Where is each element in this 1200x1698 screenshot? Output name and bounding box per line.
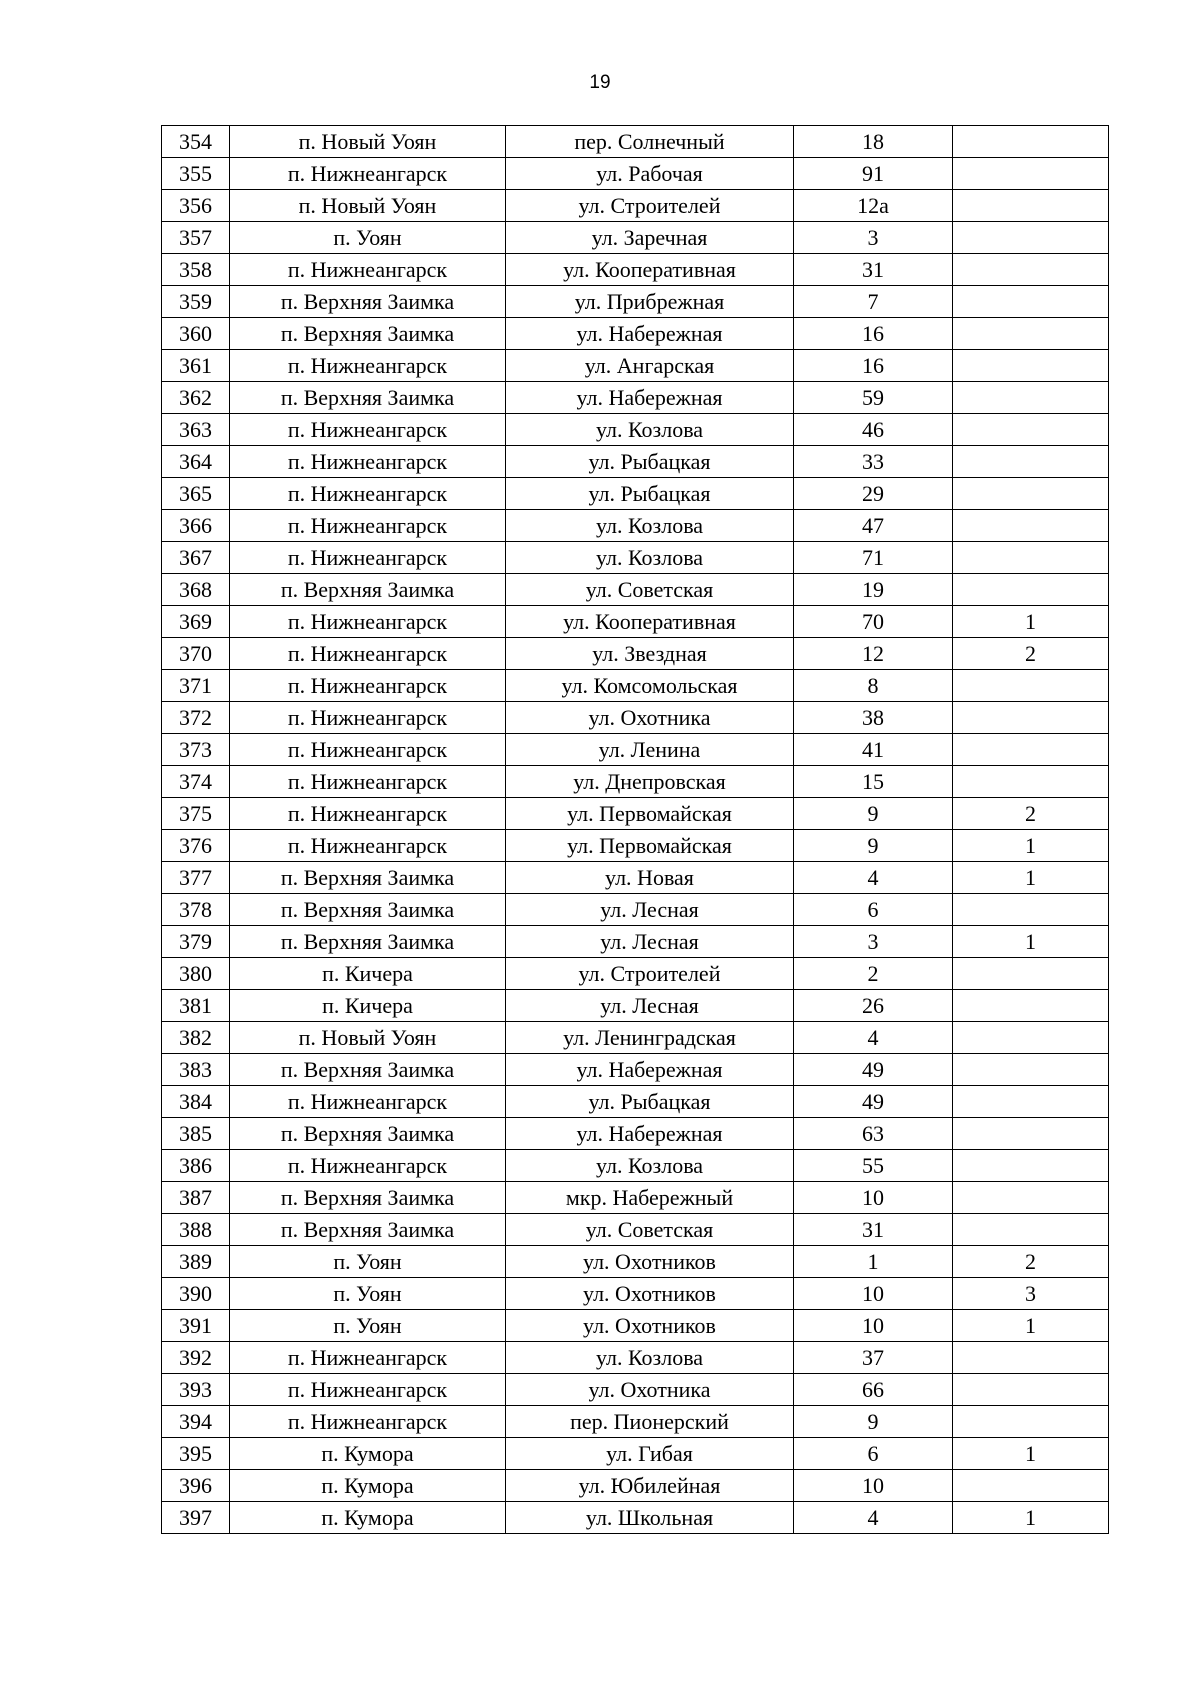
row-number-cell: 383 <box>162 1054 230 1086</box>
table-row <box>162 350 1109 382</box>
row-number-cell: 393 <box>162 1374 230 1406</box>
house-number-cell: 31 <box>794 1214 953 1246</box>
street-cell: ул. Комсомольская <box>506 670 794 702</box>
street-cell: мкр. Набережный <box>506 1182 794 1214</box>
settlement-cell: п. Новый Уоян <box>230 190 506 222</box>
street-cell: ул. Советская <box>506 1214 794 1246</box>
house-number-cell: 10 <box>794 1310 953 1342</box>
extra-number-cell <box>953 286 1109 318</box>
settlement-cell: п. Уоян <box>230 1278 506 1310</box>
house-number-cell: 59 <box>794 382 953 414</box>
row-number-cell: 387 <box>162 1182 230 1214</box>
extra-number-cell <box>953 894 1109 926</box>
house-number-cell: 4 <box>794 1022 953 1054</box>
house-number-cell: 26 <box>794 990 953 1022</box>
table-row <box>162 1022 1109 1054</box>
row-number-cell: 380 <box>162 958 230 990</box>
street-cell: ул. Козлова <box>506 1150 794 1182</box>
row-number-cell: 377 <box>162 862 230 894</box>
settlement-cell: п. Верхняя Заимка <box>230 574 506 606</box>
extra-number-cell <box>953 414 1109 446</box>
house-number-cell: 4 <box>794 862 953 894</box>
house-number-cell: 16 <box>794 318 953 350</box>
street-cell: ул. Строителей <box>506 190 794 222</box>
extra-number-cell <box>953 254 1109 286</box>
row-number-cell: 367 <box>162 542 230 574</box>
extra-number-cell: 1 <box>953 1502 1109 1534</box>
street-cell: ул. Козлова <box>506 510 794 542</box>
extra-number-cell <box>953 958 1109 990</box>
table-row <box>162 1406 1109 1438</box>
street-cell: ул. Кооперативная <box>506 606 794 638</box>
settlement-cell: п. Верхняя Заимка <box>230 382 506 414</box>
extra-number-cell <box>953 1182 1109 1214</box>
street-cell: ул. Гибая <box>506 1438 794 1470</box>
table-row <box>162 1278 1109 1310</box>
extra-number-cell <box>953 734 1109 766</box>
house-number-cell: 12а <box>794 190 953 222</box>
extra-number-cell: 2 <box>953 798 1109 830</box>
settlement-cell: п. Новый Уоян <box>230 1022 506 1054</box>
house-number-cell: 38 <box>794 702 953 734</box>
house-number-cell: 18 <box>794 126 953 158</box>
street-cell: ул. Первомайская <box>506 798 794 830</box>
table-row <box>162 1310 1109 1342</box>
table-row <box>162 862 1109 894</box>
house-number-cell: 29 <box>794 478 953 510</box>
house-number-cell: 91 <box>794 158 953 190</box>
table-row <box>162 574 1109 606</box>
settlement-cell: п. Кумора <box>230 1438 506 1470</box>
settlement-cell: п. Нижнеангарск <box>230 1342 506 1374</box>
street-cell: ул. Кооперативная <box>506 254 794 286</box>
row-number-cell: 365 <box>162 478 230 510</box>
table-row <box>162 606 1109 638</box>
settlement-cell: п. Кумора <box>230 1470 506 1502</box>
row-number-cell: 389 <box>162 1246 230 1278</box>
settlement-cell: п. Нижнеангарск <box>230 606 506 638</box>
extra-number-cell <box>953 350 1109 382</box>
table-row <box>162 190 1109 222</box>
row-number-cell: 368 <box>162 574 230 606</box>
house-number-cell: 49 <box>794 1086 953 1118</box>
house-number-cell: 46 <box>794 414 953 446</box>
row-number-cell: 379 <box>162 926 230 958</box>
street-cell: ул. Строителей <box>506 958 794 990</box>
settlement-cell: п. Новый Уоян <box>230 126 506 158</box>
row-number-cell: 357 <box>162 222 230 254</box>
extra-number-cell <box>953 670 1109 702</box>
street-cell: ул. Советская <box>506 574 794 606</box>
house-number-cell: 1 <box>794 1246 953 1278</box>
street-cell: ул. Охотника <box>506 1374 794 1406</box>
row-number-cell: 384 <box>162 1086 230 1118</box>
extra-number-cell <box>953 990 1109 1022</box>
table-row <box>162 1150 1109 1182</box>
street-cell: ул. Рыбацкая <box>506 1086 794 1118</box>
street-cell: ул. Лесная <box>506 990 794 1022</box>
settlement-cell: п. Верхняя Заимка <box>230 894 506 926</box>
house-number-cell: 10 <box>794 1182 953 1214</box>
extra-number-cell <box>953 1022 1109 1054</box>
street-cell: ул. Лесная <box>506 926 794 958</box>
house-number-cell: 10 <box>794 1470 953 1502</box>
table-row <box>162 286 1109 318</box>
table-row <box>162 1214 1109 1246</box>
settlement-cell: п. Нижнеангарск <box>230 1374 506 1406</box>
row-number-cell: 394 <box>162 1406 230 1438</box>
street-cell: ул. Школьная <box>506 1502 794 1534</box>
table-row <box>162 990 1109 1022</box>
extra-number-cell <box>953 1374 1109 1406</box>
street-cell: ул. Набережная <box>506 1118 794 1150</box>
settlement-cell: п. Нижнеангарск <box>230 1150 506 1182</box>
table-row <box>162 734 1109 766</box>
extra-number-cell <box>953 318 1109 350</box>
street-cell: ул. Первомайская <box>506 830 794 862</box>
settlement-cell: п. Уоян <box>230 1310 506 1342</box>
row-number-cell: 385 <box>162 1118 230 1150</box>
street-cell: ул. Козлова <box>506 542 794 574</box>
extra-number-cell <box>953 190 1109 222</box>
table-row <box>162 766 1109 798</box>
street-cell: ул. Рыбацкая <box>506 446 794 478</box>
settlement-cell: п. Нижнеангарск <box>230 478 506 510</box>
extra-number-cell <box>953 1214 1109 1246</box>
settlement-cell: п. Нижнеангарск <box>230 766 506 798</box>
table-row <box>162 1182 1109 1214</box>
settlement-cell: п. Верхняя Заимка <box>230 286 506 318</box>
house-number-cell: 8 <box>794 670 953 702</box>
street-cell: ул. Рабочая <box>506 158 794 190</box>
settlement-cell: п. Нижнеангарск <box>230 702 506 734</box>
street-cell: ул. Рыбацкая <box>506 478 794 510</box>
extra-number-cell <box>953 1150 1109 1182</box>
table-row <box>162 158 1109 190</box>
street-cell: ул. Набережная <box>506 1054 794 1086</box>
extra-number-cell <box>953 510 1109 542</box>
row-number-cell: 397 <box>162 1502 230 1534</box>
house-number-cell: 70 <box>794 606 953 638</box>
extra-number-cell <box>953 222 1109 254</box>
house-number-cell: 9 <box>794 1406 953 1438</box>
house-number-cell: 19 <box>794 574 953 606</box>
row-number-cell: 373 <box>162 734 230 766</box>
extra-number-cell: 1 <box>953 606 1109 638</box>
street-cell: ул. Охотников <box>506 1246 794 1278</box>
row-number-cell: 359 <box>162 286 230 318</box>
extra-number-cell: 3 <box>953 1278 1109 1310</box>
extra-number-cell: 1 <box>953 830 1109 862</box>
house-number-cell: 9 <box>794 798 953 830</box>
street-cell: ул. Козлова <box>506 1342 794 1374</box>
street-cell: ул. Козлова <box>506 414 794 446</box>
address-table-body <box>162 126 1109 1534</box>
extra-number-cell <box>953 1470 1109 1502</box>
house-number-cell: 55 <box>794 1150 953 1182</box>
settlement-cell: п. Нижнеангарск <box>230 1086 506 1118</box>
table-row <box>162 126 1109 158</box>
row-number-cell: 370 <box>162 638 230 670</box>
table-row <box>162 1118 1109 1150</box>
table-row <box>162 254 1109 286</box>
house-number-cell: 2 <box>794 958 953 990</box>
table-row <box>162 222 1109 254</box>
settlement-cell: п. Нижнеангарск <box>230 254 506 286</box>
street-cell: ул. Ленина <box>506 734 794 766</box>
house-number-cell: 63 <box>794 1118 953 1150</box>
street-cell: пер. Пионерский <box>506 1406 794 1438</box>
row-number-cell: 366 <box>162 510 230 542</box>
street-cell: пер. Солнечный <box>506 126 794 158</box>
house-number-cell: 33 <box>794 446 953 478</box>
street-cell: ул. Звездная <box>506 638 794 670</box>
row-number-cell: 374 <box>162 766 230 798</box>
extra-number-cell <box>953 1086 1109 1118</box>
row-number-cell: 378 <box>162 894 230 926</box>
row-number-cell: 392 <box>162 1342 230 1374</box>
house-number-cell: 3 <box>794 926 953 958</box>
settlement-cell: п. Нижнеангарск <box>230 446 506 478</box>
house-number-cell: 6 <box>794 1438 953 1470</box>
table-row <box>162 1438 1109 1470</box>
house-number-cell: 10 <box>794 1278 953 1310</box>
extra-number-cell <box>953 542 1109 574</box>
settlement-cell: п. Нижнеангарск <box>230 350 506 382</box>
row-number-cell: 360 <box>162 318 230 350</box>
settlement-cell: п. Уоян <box>230 1246 506 1278</box>
table-row <box>162 638 1109 670</box>
row-number-cell: 375 <box>162 798 230 830</box>
street-cell: ул. Лесная <box>506 894 794 926</box>
page-number: 19 <box>589 72 611 93</box>
settlement-cell: п. Нижнеангарск <box>230 1406 506 1438</box>
row-number-cell: 391 <box>162 1310 230 1342</box>
row-number-cell: 395 <box>162 1438 230 1470</box>
table-row <box>162 894 1109 926</box>
extra-number-cell <box>953 1406 1109 1438</box>
street-cell: ул. Охотников <box>506 1310 794 1342</box>
table-row <box>162 926 1109 958</box>
row-number-cell: 364 <box>162 446 230 478</box>
house-number-cell: 47 <box>794 510 953 542</box>
row-number-cell: 371 <box>162 670 230 702</box>
house-number-cell: 37 <box>794 1342 953 1374</box>
settlement-cell: п. Верхняя Заимка <box>230 1214 506 1246</box>
street-cell: ул. Охотника <box>506 702 794 734</box>
address-table <box>161 125 1109 1534</box>
table-row <box>162 1086 1109 1118</box>
settlement-cell: п. Кумора <box>230 1502 506 1534</box>
house-number-cell: 41 <box>794 734 953 766</box>
house-number-cell: 16 <box>794 350 953 382</box>
street-cell: ул. Ангарская <box>506 350 794 382</box>
table-row <box>162 798 1109 830</box>
extra-number-cell: 1 <box>953 862 1109 894</box>
extra-number-cell <box>953 1054 1109 1086</box>
extra-number-cell <box>953 1342 1109 1374</box>
extra-number-cell: 2 <box>953 638 1109 670</box>
settlement-cell: п. Верхняя Заимка <box>230 1054 506 1086</box>
extra-number-cell <box>953 702 1109 734</box>
street-cell: ул. Юбилейная <box>506 1470 794 1502</box>
street-cell: ул. Набережная <box>506 318 794 350</box>
row-number-cell: 386 <box>162 1150 230 1182</box>
settlement-cell: п. Нижнеангарск <box>230 638 506 670</box>
settlement-cell: п. Нижнеангарск <box>230 414 506 446</box>
settlement-cell: п. Верхняя Заимка <box>230 926 506 958</box>
extra-number-cell <box>953 478 1109 510</box>
table-row <box>162 1054 1109 1086</box>
house-number-cell: 12 <box>794 638 953 670</box>
house-number-cell: 9 <box>794 830 953 862</box>
row-number-cell: 382 <box>162 1022 230 1054</box>
house-number-cell: 6 <box>794 894 953 926</box>
street-cell: ул. Прибрежная <box>506 286 794 318</box>
house-number-cell: 71 <box>794 542 953 574</box>
table-row <box>162 446 1109 478</box>
settlement-cell: п. Кичера <box>230 958 506 990</box>
row-number-cell: 390 <box>162 1278 230 1310</box>
house-number-cell: 4 <box>794 1502 953 1534</box>
row-number-cell: 355 <box>162 158 230 190</box>
house-number-cell: 15 <box>794 766 953 798</box>
table-row <box>162 510 1109 542</box>
extra-number-cell <box>953 382 1109 414</box>
table-row <box>162 382 1109 414</box>
table-row <box>162 958 1109 990</box>
settlement-cell: п. Кичера <box>230 990 506 1022</box>
table-row <box>162 830 1109 862</box>
row-number-cell: 363 <box>162 414 230 446</box>
extra-number-cell <box>953 574 1109 606</box>
settlement-cell: п. Нижнеангарск <box>230 670 506 702</box>
row-number-cell: 354 <box>162 126 230 158</box>
extra-number-cell: 1 <box>953 926 1109 958</box>
row-number-cell: 372 <box>162 702 230 734</box>
row-number-cell: 361 <box>162 350 230 382</box>
table-row <box>162 702 1109 734</box>
extra-number-cell <box>953 1118 1109 1150</box>
street-cell: ул. Днепровская <box>506 766 794 798</box>
extra-number-cell <box>953 446 1109 478</box>
street-cell: ул. Новая <box>506 862 794 894</box>
street-cell: ул. Охотников <box>506 1278 794 1310</box>
extra-number-cell: 1 <box>953 1438 1109 1470</box>
street-cell: ул. Ленинградская <box>506 1022 794 1054</box>
row-number-cell: 381 <box>162 990 230 1022</box>
house-number-cell: 66 <box>794 1374 953 1406</box>
settlement-cell: п. Нижнеангарск <box>230 158 506 190</box>
row-number-cell: 356 <box>162 190 230 222</box>
table-row <box>162 1470 1109 1502</box>
extra-number-cell <box>953 126 1109 158</box>
settlement-cell: п. Нижнеангарск <box>230 798 506 830</box>
settlement-cell: п. Верхняя Заимка <box>230 1118 506 1150</box>
settlement-cell: п. Нижнеангарск <box>230 830 506 862</box>
house-number-cell: 31 <box>794 254 953 286</box>
table-row <box>162 670 1109 702</box>
house-number-cell: 7 <box>794 286 953 318</box>
settlement-cell: п. Верхняя Заимка <box>230 318 506 350</box>
row-number-cell: 396 <box>162 1470 230 1502</box>
settlement-cell: п. Нижнеангарск <box>230 542 506 574</box>
extra-number-cell: 1 <box>953 1310 1109 1342</box>
settlement-cell: п. Верхняя Заимка <box>230 862 506 894</box>
row-number-cell: 376 <box>162 830 230 862</box>
street-cell: ул. Набережная <box>506 382 794 414</box>
settlement-cell: п. Нижнеангарск <box>230 510 506 542</box>
table-row <box>162 1246 1109 1278</box>
settlement-cell: п. Нижнеангарск <box>230 734 506 766</box>
table-row <box>162 542 1109 574</box>
house-number-cell: 49 <box>794 1054 953 1086</box>
extra-number-cell: 2 <box>953 1246 1109 1278</box>
extra-number-cell <box>953 766 1109 798</box>
settlement-cell: п. Верхняя Заимка <box>230 1182 506 1214</box>
table-row <box>162 1342 1109 1374</box>
table-row <box>162 318 1109 350</box>
house-number-cell: 3 <box>794 222 953 254</box>
table-row <box>162 1502 1109 1534</box>
row-number-cell: 388 <box>162 1214 230 1246</box>
settlement-cell: п. Уоян <box>230 222 506 254</box>
row-number-cell: 362 <box>162 382 230 414</box>
street-cell: ул. Заречная <box>506 222 794 254</box>
table-row <box>162 478 1109 510</box>
extra-number-cell <box>953 158 1109 190</box>
table-row <box>162 414 1109 446</box>
table-row <box>162 1374 1109 1406</box>
row-number-cell: 369 <box>162 606 230 638</box>
row-number-cell: 358 <box>162 254 230 286</box>
